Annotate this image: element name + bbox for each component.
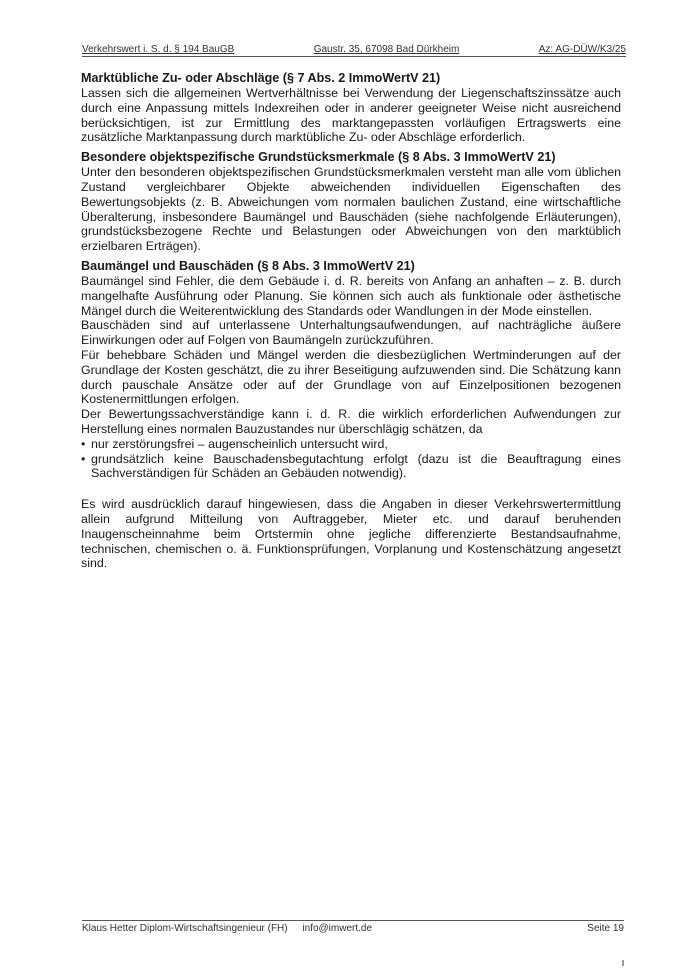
document-body (81, 71, 621, 571)
bullet-icon: • (81, 451, 86, 466)
paragraph: Unter den besonderen objektspezifischen Grundstücksmerkmalen versteht man alle vom üblichen Zustand vergleichbarer Objekte abweichenden individuellen Eigenschaften des Bewertungsobjekts (z. B. Abweichungen vom normalen baulichen Zustand, eine wirtschaftliche Überalterung, insbesondere Baumängel und Bauschäden (siehe nachfolgende Erläuterungen), grundstücksbezogene Rechte und Belastungen oder Abweichungen von den marktüblich erzielbaren Erträgen). (81, 165, 621, 254)
closing-paragraph: Es wird ausdrücklich darauf hingewiesen, dass die Angaben in dieser Verkehrswertermittlung allein aufgrund Mitteilung von Auftraggeber, Mieter etc. und darauf beruhenden Inaugenscheinnahme beim Ortstermin ohne jegliche differenzierte Bestandsaufnahme, technischen, chemischen o. ä. Funktionsprüfungen, Vorplanung und Kostenschätzung angesetzt sind. (81, 497, 621, 571)
header-file-number: Az: AG-DÜW/K3/25 (538, 44, 626, 55)
page-footer (82, 920, 624, 934)
list-item-text: nur zerstörungsfrei – augenscheinlich untersucht wird, (91, 436, 388, 451)
bullet-icon: • (81, 436, 86, 451)
paragraph: Der Bewertungssachverständige kann i. d. R. die wirklich erforderlichen Aufwendungen zur Herstellung eines normalen Bauzustandes nur überschlägig schätzen, da (81, 407, 621, 436)
paragraph: Baumängel sind Fehler, die dem Gebäude i. d. R. bereits von Anfang an anhaften – z. B. durch mangelhafte Ausführung oder Planung. Sie können sich auch als funktionale oder ästhetische Mängel durch die Weiterentwicklung des Standards oder Wandlungen in der Mode einstellen. (81, 273, 621, 318)
footer-author: Klaus Hetter Diplom-Wirtschaftsingenieur (FH) (82, 923, 288, 934)
paragraph: Bauschäden sind auf unterlassene Unterhaltungsaufwendungen, auf nachträgliche äußere Einwirkungen oder auf Folgen von Baumängeln zurückzuführen. (81, 318, 621, 348)
scan-edge-mark (622, 960, 624, 966)
paragraph: Für behebbare Schäden und Mängel werden die diesbezüglichen Wertminderungen auf der Grundlage der Kosten geschätzt, die zu ihrer Beseitigung aufzuwenden sind. Die Schätzung kann durch pauschale Ansätze oder auf der Grundlage von auf Einzelpositionen bezogenen Kostenermittlungen erfolgen. (81, 347, 621, 407)
header-document-type: Verkehrswert i. S. d. § 194 BauGB (82, 44, 235, 55)
page-header (82, 44, 626, 57)
spacer (81, 481, 621, 497)
footer-contact (82, 923, 384, 934)
section-heading-market-adjustments: Marktübliche Zu- oder Abschläge (§ 7 Abs. 2 ImmoWertV 21) (81, 71, 441, 85)
bullet-list (81, 437, 621, 481)
list-item (81, 452, 621, 482)
footer-email: info@imwert.de (302, 923, 373, 934)
list-item-text: grundsätzlich keine Bauschadensbegutachtung erfolgt (dazu ist die Beauftragung eines Sachverständigen für Schäden an Gebäuden notwendig). (91, 451, 621, 481)
header-address: Gaustr. 35, 67098 Bad Dürkheim (313, 44, 460, 55)
section-heading-special-characteristics: Besondere objektspezifische Grundstücksmerkmale (§ 8 Abs. 3 ImmoWertV 21) (81, 150, 556, 165)
paragraph: Lassen sich die allgemeinen Wertverhältnisse bei Verwendung der Liegenschaftszinssätze auch durch eine Anpassung mittels Indexreihen oder in anderer geeigneter Weise nicht ausreichend berücksichtigen, ist zur Ermittlung des marktangepassten vorläufigen Ertragswerts eine zusätzliche Marktanpassung durch marktübliche Zu- oder Abschläge erforderlich. (81, 86, 621, 145)
section-heading-construction-defects: Baumängel und Bauschäden (§ 8 Abs. 3 ImmoWertV 21) (81, 258, 415, 273)
list-item (81, 437, 621, 452)
footer-page-number: Seite 19 (587, 923, 624, 934)
